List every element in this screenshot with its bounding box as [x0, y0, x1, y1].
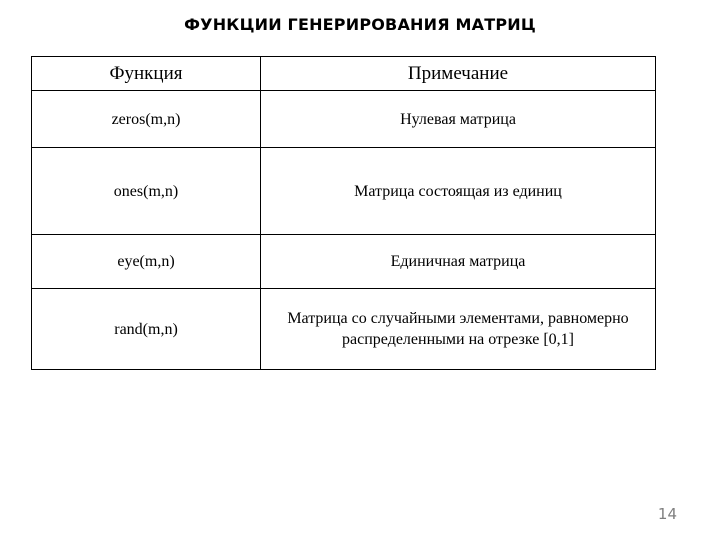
- note-cell: Нулевая матрица: [261, 91, 656, 148]
- note-cell: Матрица со случайными элементами, равномерно распределенными на отрезке [0,1]: [261, 289, 656, 370]
- header-note: Примечание: [261, 57, 656, 91]
- table-row: [32, 148, 656, 235]
- function-cell: rand(m,n): [32, 289, 261, 370]
- table-row: [32, 235, 656, 289]
- note-cell: Единичная матрица: [261, 235, 656, 289]
- matrix-functions-table: [31, 56, 656, 370]
- note-cell: Матрица состоящая из единиц: [261, 148, 656, 235]
- function-cell: eye(m,n): [32, 235, 261, 289]
- slide-title: ФУНКЦИИ ГЕНЕРИРОВАНИЯ МАТРИЦ: [184, 15, 536, 34]
- table-row: [32, 91, 656, 148]
- header-function: Функция: [32, 57, 261, 91]
- table-header-row: [32, 57, 656, 91]
- page-number: 14: [657, 505, 677, 523]
- function-cell: zeros(m,n): [32, 91, 261, 148]
- table-row: [32, 289, 656, 370]
- function-cell: ones(m,n): [32, 148, 261, 235]
